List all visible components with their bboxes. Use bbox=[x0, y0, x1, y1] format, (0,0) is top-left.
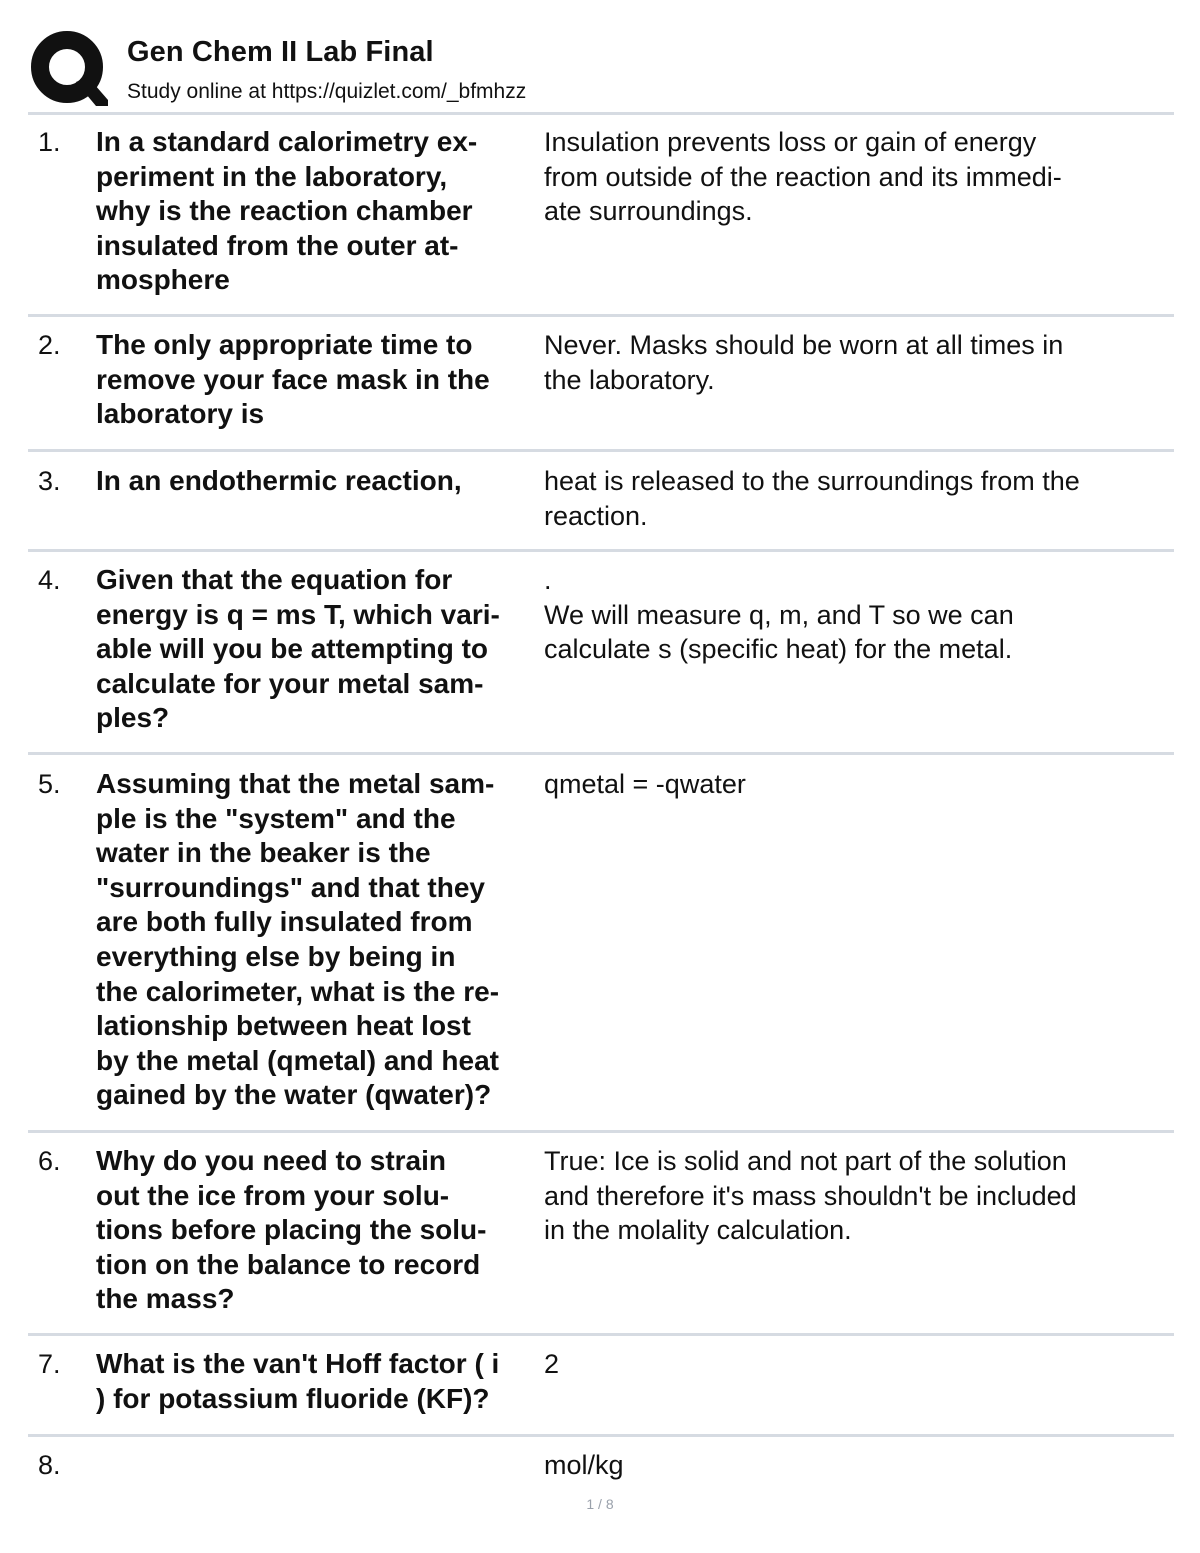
card-term: Given that the equation for energy is q = ms T, which vari- able will you be attempting to calculate for your metal sam- ples? bbox=[96, 564, 500, 734]
divider bbox=[28, 1434, 1174, 1437]
card-definition: True: Ice is solid and not part of the solution and therefore it's mass shouldn't be included in the molality calculation. bbox=[544, 1146, 1077, 1246]
divider bbox=[28, 112, 1174, 115]
card-term: Why do you need to strain out the ice from your solu- tions before placing the solu- tion on the balance to record the mass? bbox=[96, 1145, 487, 1315]
divider bbox=[28, 752, 1174, 755]
card-number: 7. bbox=[38, 1349, 61, 1379]
divider bbox=[28, 1333, 1174, 1336]
divider bbox=[28, 549, 1174, 552]
card-number: 5. bbox=[38, 769, 61, 799]
card-number: 8. bbox=[38, 1450, 61, 1480]
page-title: Gen Chem II Lab Final bbox=[127, 36, 434, 68]
card-definition: heat is released to the surroundings from the reaction. bbox=[544, 466, 1080, 531]
card-term: In a standard calorimetry ex- periment in the laboratory, why is the reaction chamber insulated from the outer at- mosphere bbox=[96, 126, 478, 296]
card-number: 6. bbox=[38, 1146, 61, 1176]
card-number: 3. bbox=[38, 466, 61, 496]
card-definition: . We will measure q, m, and T so we can calculate s (specific heat) for the metal. bbox=[544, 565, 1014, 665]
divider bbox=[28, 1130, 1174, 1133]
card-number: 2. bbox=[38, 330, 61, 360]
page-header bbox=[28, 28, 1174, 112]
card-number: 4. bbox=[38, 565, 61, 595]
card-term: In an endothermic reaction, bbox=[96, 465, 462, 496]
card-definition: mol/kg bbox=[544, 1450, 624, 1480]
divider bbox=[28, 449, 1174, 452]
divider bbox=[28, 314, 1174, 317]
study-online-link[interactable]: Study online at https://quizlet.com/_bfmhzz bbox=[127, 80, 527, 103]
card-term: Assuming that the metal sam- ple is the "system" and the water in the beaker is the "surroundings" and that they are both fully insulated from everything else by being in the calorimeter, what is the re- lationship between heat lost by the metal (qmetal) and heat gained by the water (qwater)? bbox=[96, 768, 500, 1111]
card-definition: 2 bbox=[544, 1349, 560, 1379]
page-number: 1 / 8 bbox=[586, 1496, 614, 1512]
card-definition: Never. Masks should be worn at all times in the laboratory. bbox=[544, 330, 1064, 395]
card-term: What is the van't Hoff factor ( i ) for potassium fluoride (KF)? bbox=[96, 1348, 500, 1414]
card-number: 1. bbox=[38, 127, 61, 157]
card-definition: qmetal = -qwater bbox=[544, 769, 746, 799]
quizlet-q-icon bbox=[30, 30, 108, 108]
card-term: The only appropriate time to remove your face mask in the laboratory is bbox=[96, 329, 490, 430]
card-definition: Insulation prevents loss or gain of energy from outside of the reaction and its immedi- ate surroundings. bbox=[544, 127, 1062, 227]
